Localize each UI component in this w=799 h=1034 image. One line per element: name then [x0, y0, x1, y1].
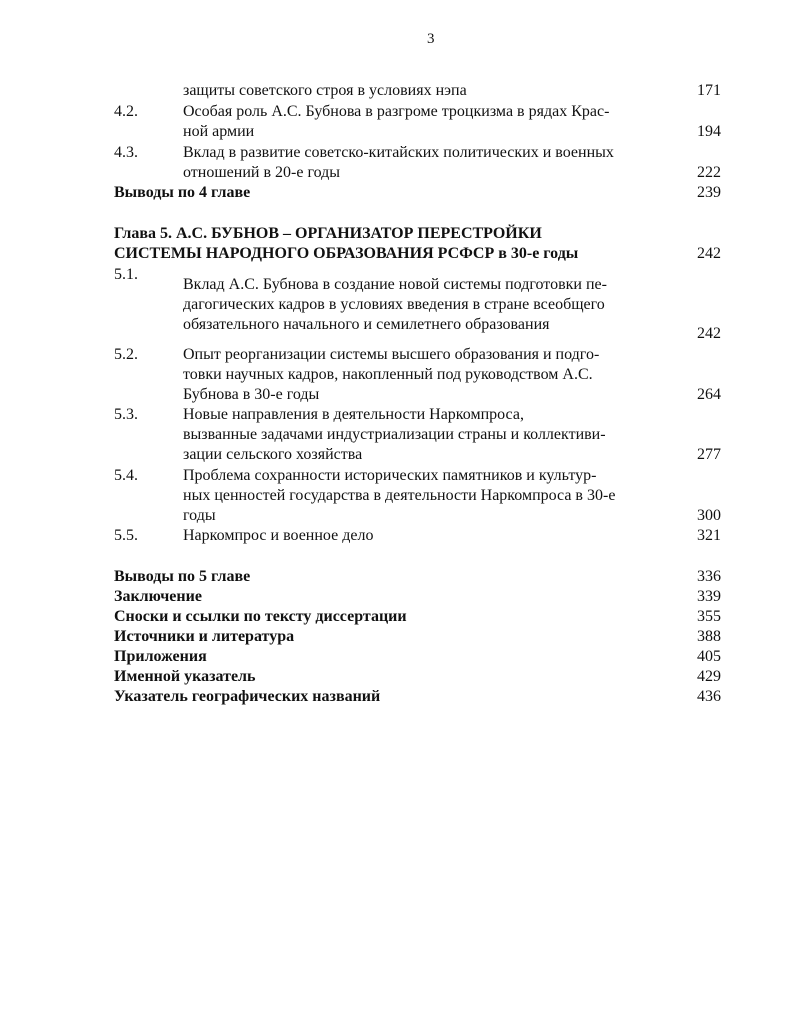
toc-entry-number: 5.4. — [114, 467, 138, 484]
toc-entry-text: Опыт реорганизации системы высшего образования и подго- — [183, 346, 600, 363]
toc-entry-text: Вклад А.С. Бубнова в создание новой системы подготовки пе- — [183, 276, 607, 293]
toc-entry-text: годы — [183, 507, 216, 524]
toc-entry-number: 5.1. — [114, 266, 138, 283]
toc-entry-number: 5.3. — [114, 406, 138, 423]
toc-entry-text: Указатель географических названий — [114, 688, 381, 705]
toc-entry-text: Именной указатель — [114, 668, 256, 685]
toc-entry-page: 405 — [697, 648, 721, 665]
toc-entry-text: Источники и литература — [114, 628, 295, 645]
toc-entry-text: товки научных кадров, накопленный под руководством А.С. — [183, 366, 593, 383]
toc-entry-text: Выводы по 4 главе — [114, 184, 251, 201]
toc-entry-text: дагогических кадров в условиях введения в стране всеобщего — [183, 296, 605, 313]
toc-entry-page: 388 — [697, 628, 721, 645]
toc-entry-page: 242 — [697, 325, 721, 342]
toc-entry-text: Заключение — [114, 588, 202, 605]
toc-entry-page: 194 — [697, 123, 721, 140]
toc-entry-text: вызванные задачами индустриализации страны и коллективи- — [183, 426, 606, 443]
toc-entry-number: 4.3. — [114, 144, 138, 161]
toc-entry-page: 436 — [697, 688, 721, 705]
toc-entry-page: 242 — [697, 245, 721, 262]
toc-entry-text: Бубнова в 30-е годы — [183, 386, 320, 403]
toc-entry-text: Выводы по 5 главе — [114, 568, 251, 585]
toc-entry-text: отношений в 20-е годы — [183, 164, 341, 181]
toc-entry-text: защиты советского строя в условиях нэпа — [183, 82, 467, 99]
toc-entry-page: 171 — [697, 82, 721, 99]
toc-entry-text: Наркомпрос и военное дело — [183, 527, 374, 544]
page-number: 3 — [427, 31, 435, 47]
toc-entry-page: 277 — [697, 446, 721, 463]
toc-entry-text: обязательного начального и семилетнего образования — [183, 316, 550, 333]
toc-entry-number: 4.2. — [114, 103, 138, 120]
toc-entry-text: Приложения — [114, 648, 207, 665]
toc-entry-page: 300 — [697, 507, 721, 524]
toc-entry-page: 429 — [697, 668, 721, 685]
chapter-heading: СИСТЕМЫ НАРОДНОГО ОБРАЗОВАНИЯ РСФСР в 30-е годы — [114, 245, 579, 262]
toc-entry-text: ной армии — [183, 123, 255, 140]
toc-entry-text: зации сельского хозяйства — [183, 446, 363, 463]
toc-entry-text: Особая роль А.С. Бубнова в разгроме троцкизма в рядах Крас- — [183, 103, 610, 120]
toc-entry-text: Сноски и ссылки по тексту диссертации — [114, 608, 407, 625]
toc-entry-page: 336 — [697, 568, 721, 585]
toc-entry-text: Новые направления в деятельности Наркомпроса, — [183, 406, 524, 423]
toc-entry-number: 5.2. — [114, 346, 138, 363]
toc-entry-page: 355 — [697, 608, 721, 625]
toc-entry-page: 239 — [697, 184, 721, 201]
toc-entry-number: 5.5. — [114, 527, 138, 544]
toc-entry-text: Вклад в развитие советско-китайских политических и военных — [183, 144, 614, 161]
toc-entry-page: 264 — [697, 386, 721, 403]
toc-entry-page: 222 — [697, 164, 721, 181]
toc-entry-page: 339 — [697, 588, 721, 605]
toc-entry-text: Проблема сохранности исторических памятников и культур- — [183, 467, 597, 484]
toc-entry-text: ных ценностей государства в деятельности Наркомпроса в 30-е — [183, 487, 616, 504]
chapter-heading: Глава 5. А.С. БУБНОВ – ОРГАНИЗАТОР ПЕРЕСТРОЙКИ — [114, 225, 542, 242]
toc-entry-page: 321 — [697, 527, 721, 544]
